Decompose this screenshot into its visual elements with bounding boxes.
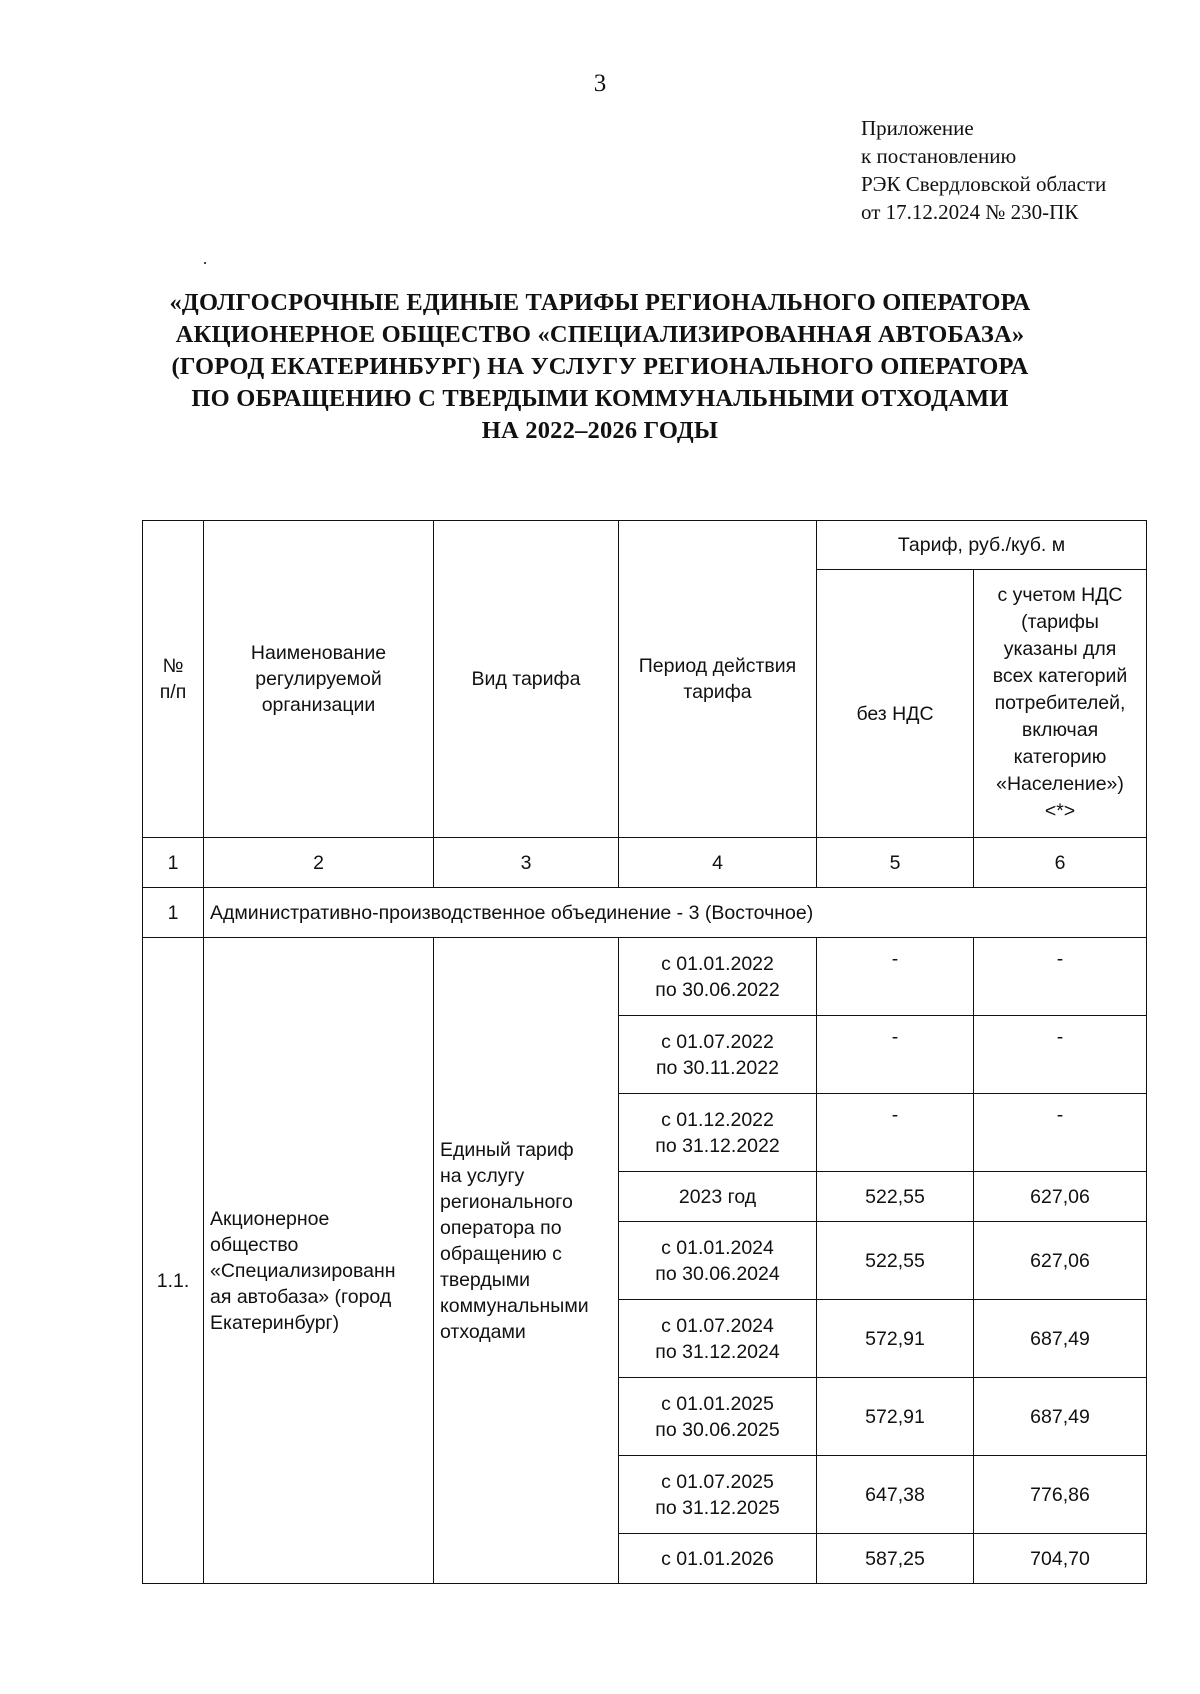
period-cell: с 01.01.2026	[619, 1534, 817, 1584]
period-cell: с 01.01.2025 по 30.06.2025	[619, 1378, 817, 1456]
appendix-block	[861, 114, 1106, 226]
vat-cell: -	[974, 938, 1147, 1016]
title-line: АКЦИОНЕРНОЕ ОБЩЕСТВО «СПЕЦИАЛИЗИРОВАННАЯ АВТОБАЗА»	[175, 321, 1025, 348]
scan-speck	[204, 262, 206, 264]
vat-cell: 627,06	[974, 1222, 1147, 1300]
vat-cell: 627,06	[974, 1172, 1147, 1222]
vat-cell: 687,49	[974, 1300, 1147, 1378]
title-line: «ДОЛГОСРОЧНЫЕ ЕДИНЫЕ ТАРИФЫ РЕГИОНАЛЬНОГО ОПЕРАТОРА	[169, 289, 1031, 316]
header-with-vat: с учетом НДС (тарифы указаны для всех категорий потребителей, включая категорию «Население») <*>	[974, 570, 1147, 838]
appendix-line: от 17.12.2024 № 230-ПК	[861, 200, 1079, 224]
no-vat-cell: 522,55	[817, 1222, 974, 1300]
section-num: 1	[143, 888, 204, 938]
period-cell: с 01.01.2022 по 30.06.2022	[619, 938, 817, 1016]
page-number: 3	[593, 70, 607, 97]
header-no-vat: без НДС	[817, 570, 974, 838]
no-vat-cell: 647,38	[817, 1456, 974, 1534]
header-num: № п/п	[143, 521, 204, 838]
no-vat-cell: -	[817, 1016, 974, 1094]
section-name: Административно-производственное объединение - 3 (Восточное)	[204, 888, 1147, 938]
column-number: 5	[817, 838, 974, 888]
column-number: 1	[143, 838, 204, 888]
column-number: 2	[204, 838, 434, 888]
no-vat-cell: 522,55	[817, 1172, 974, 1222]
appendix-line: к постановлению	[861, 144, 1017, 168]
vat-cell: -	[974, 1016, 1147, 1094]
period-cell: с 01.07.2022 по 30.11.2022	[619, 1016, 817, 1094]
no-vat-cell: 572,91	[817, 1378, 974, 1456]
header-org: Наименование регулируемой организации	[204, 521, 434, 838]
period-cell: с 01.01.2024 по 30.06.2024	[619, 1222, 817, 1300]
section-row	[143, 888, 1147, 938]
column-number: 3	[434, 838, 619, 888]
period-cell: с 01.07.2025 по 31.12.2025	[619, 1456, 817, 1534]
vat-cell: -	[974, 1094, 1147, 1172]
title-line: ПО ОБРАЩЕНИЮ С ТВЕРДЫМИ КОММУНАЛЬНЫМИ ОТХОДАМИ	[191, 385, 1009, 412]
no-vat-cell: -	[817, 1094, 974, 1172]
entry-num: 1.1.	[143, 938, 204, 1584]
title-line: (ГОРОД ЕКАТЕРИНБУРГ) НА УСЛУГУ РЕГИОНАЛЬНОГО ОПЕРАТОРА	[171, 353, 1029, 380]
header-period: Период действия тарифа	[619, 521, 817, 838]
header-row	[143, 521, 1147, 570]
period-cell: с 01.07.2024 по 31.12.2024	[619, 1300, 817, 1378]
appendix-line: РЭК Свердловской области	[861, 172, 1107, 196]
period-cell: с 01.12.2022 по 31.12.2022	[619, 1094, 817, 1172]
period-cell: 2023 год	[619, 1172, 817, 1222]
no-vat-cell: 572,91	[817, 1300, 974, 1378]
title-line: НА 2022–2026 ГОДЫ	[481, 417, 719, 444]
entry-org: Акционерное общество «Специализированн ая автобаза» (город Екатеринбург)	[204, 938, 434, 1584]
column-number-row	[143, 838, 1147, 888]
column-number: 4	[619, 838, 817, 888]
table-row	[143, 938, 1147, 1016]
vat-cell: 776,86	[974, 1456, 1147, 1534]
tariff-table	[142, 520, 1147, 1584]
entry-type: Единый тариф на услугу регионального оператора по обращению с твердыми коммунальными отходами	[434, 938, 619, 1584]
document-title	[120, 287, 1080, 447]
no-vat-cell: 587,25	[817, 1534, 974, 1584]
no-vat-cell: -	[817, 938, 974, 1016]
vat-cell: 704,70	[974, 1534, 1147, 1584]
appendix-line: Приложение	[861, 116, 974, 140]
vat-cell: 687,49	[974, 1378, 1147, 1456]
column-number: 6	[974, 838, 1147, 888]
header-tariff-group: Тариф, руб./куб. м	[817, 521, 1147, 570]
header-type: Вид тарифа	[434, 521, 619, 838]
